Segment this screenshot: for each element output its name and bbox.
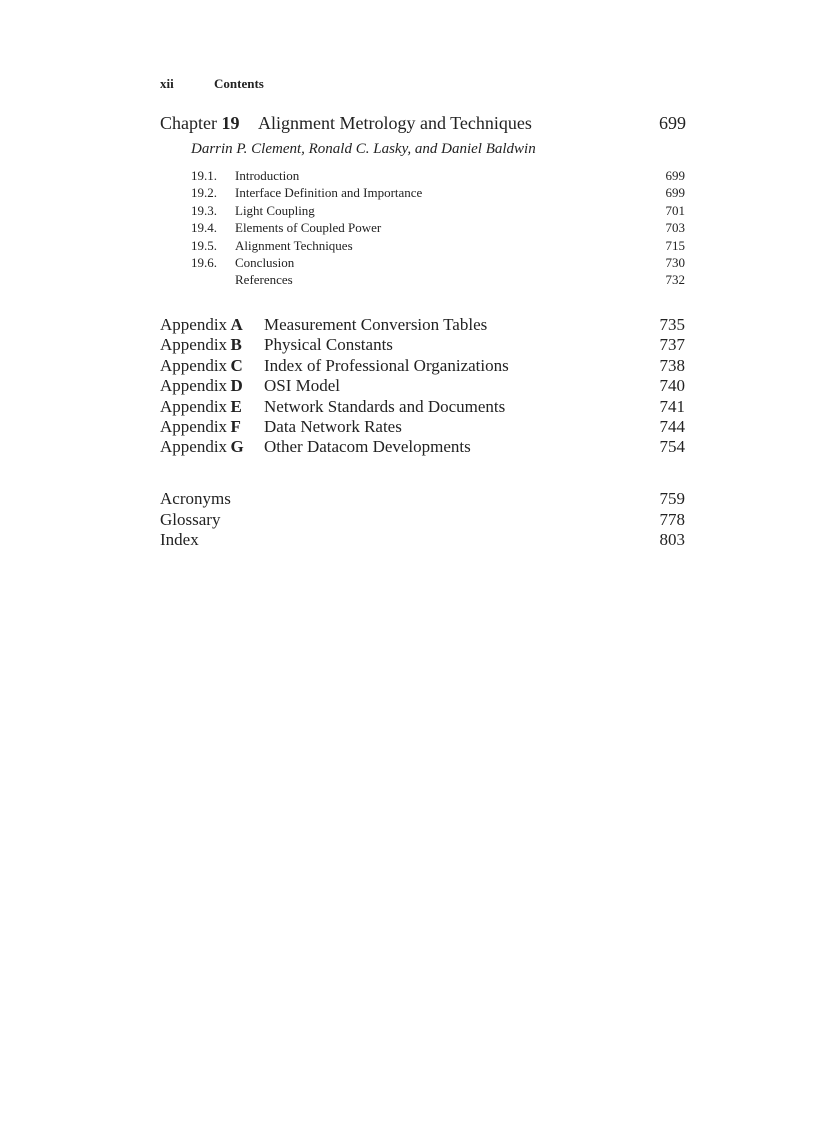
section-page: 730 [665,254,685,270]
back-matter-page: 803 [659,530,685,550]
appendix-word: Appendix [160,396,228,416]
appendix-page: 737 [659,335,685,355]
page-folio: xii [160,76,174,91]
back-matter-entry [160,530,686,551]
appendix-word: Appendix [160,376,228,396]
section-number: 19.2. [191,185,217,201]
appendix-page: 754 [659,437,685,457]
appendix-entry [160,397,686,417]
appendix-letter: E [230,396,242,416]
section-title: References [235,272,293,288]
appendix-title: Data Network Rates [264,416,402,436]
section-title: Conclusion [235,254,295,270]
appendix-label [160,417,241,437]
chapter-page: 699 [659,113,686,133]
section-entry [160,254,686,271]
appendix-word: Appendix [160,416,228,436]
appendix-label [160,437,244,457]
appendix-word: Appendix [160,355,228,375]
section-title: Introduction [235,168,300,183]
chapter-entry [160,113,686,134]
section-page: 701 [665,202,685,218]
appendix-label [160,356,243,376]
back-matter-entry [160,510,686,531]
appendix-word: Appendix [160,437,228,457]
appendix-page: 738 [659,355,685,375]
section-entry [160,237,686,254]
running-head-title: Contents [214,76,264,91]
appendix-word: Appendix [160,315,228,334]
appendix-label [160,315,243,335]
appendix-word: Appendix [160,335,228,355]
back-matter-list [160,489,686,551]
appendix-page: 740 [659,376,685,396]
appendix-list [160,315,686,458]
appendix-title: Other Datacom Developments [264,437,471,457]
section-title: Interface Definition and Importance [235,185,423,201]
section-number: 19.6. [191,254,217,270]
appendix-entry [160,335,686,355]
appendix-title: Network Standards and Documents [264,396,506,416]
appendix-page: 735 [659,315,685,334]
section-page: 732 [665,272,685,288]
appendix-letter: D [230,376,243,396]
appendix-label [160,397,242,417]
back-matter-title: Glossary [160,509,221,529]
appendix-letter: C [230,355,243,375]
back-matter-title: Index [160,530,199,550]
back-matter-page: 759 [659,489,685,508]
section-page: 715 [665,237,685,253]
appendix-letter: B [230,335,242,355]
appendix-label [160,376,243,396]
appendix-entry [160,417,686,437]
appendix-title: Physical Constants [264,335,393,355]
section-entry [160,184,686,201]
section-title: Light Coupling [235,202,315,218]
section-page: 699 [665,168,685,183]
section-number: 19.3. [191,202,217,218]
appendix-entry [160,437,686,457]
section-entry [160,202,686,219]
section-list [160,167,686,289]
chapter-authors: Darrin P. Clement, Ronald C. Lasky, and Daniel Baldwin [191,141,536,157]
section-number: 19.5. [191,237,217,253]
chapter-title: Alignment Metrology and Techniques [258,113,532,133]
appendix-page: 741 [659,396,685,416]
appendix-title: OSI Model [264,376,341,396]
back-matter-page: 778 [659,509,685,529]
appendix-title: Measurement Conversion Tables [264,315,488,334]
section-entry [160,219,686,236]
contents-page [160,0,686,1123]
chapter-number: 19 [221,113,240,133]
section-title: Alignment Techniques [235,237,353,253]
appendix-letter: A [230,315,243,334]
back-matter-title: Acronyms [160,489,231,508]
section-entry [160,271,686,288]
back-matter-entry [160,489,686,510]
section-page: 699 [665,185,685,201]
section-entry [160,167,686,184]
section-page: 703 [665,220,685,236]
running-head [160,76,264,92]
section-number: 19.4. [191,220,217,236]
appendix-letter: G [230,437,244,457]
section-title: Elements of Coupled Power [235,220,382,236]
appendix-entry [160,376,686,396]
section-number: 19.1. [191,168,217,183]
appendix-title: Index of Professional Organizations [264,355,509,375]
appendix-entry [160,315,686,335]
appendix-letter: F [230,416,241,436]
appendix-entry [160,356,686,376]
chapter-label: Chapter [160,113,217,133]
appendix-page: 744 [659,416,685,436]
appendix-label [160,335,242,355]
